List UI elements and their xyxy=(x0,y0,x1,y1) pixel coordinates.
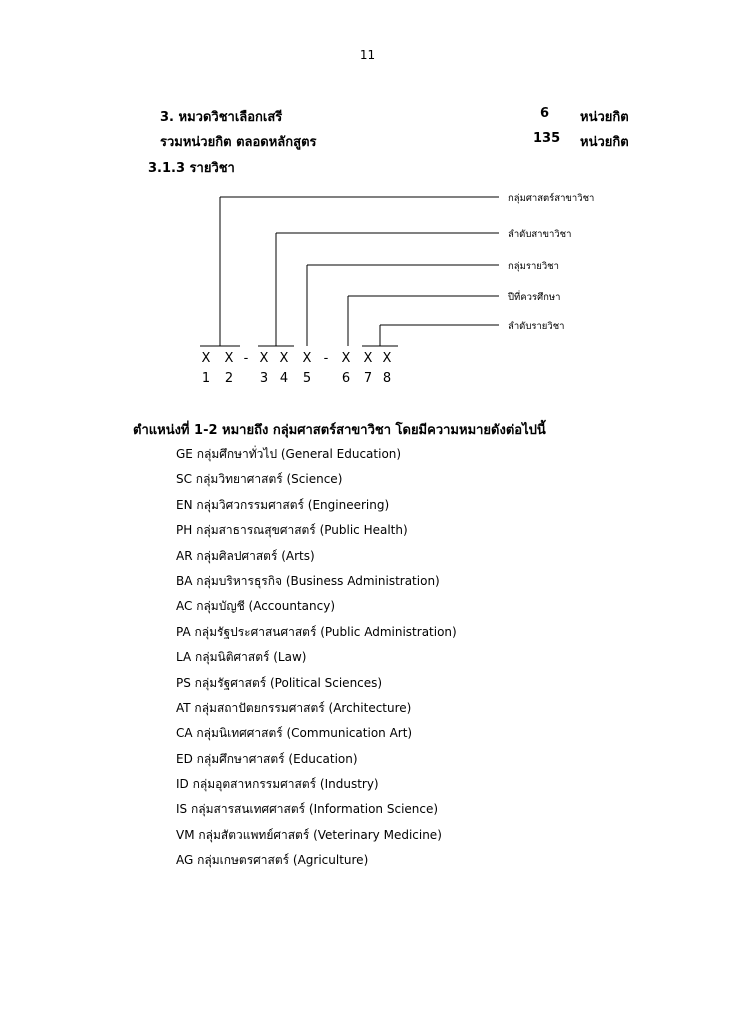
list-item: VM กลุ่มสัตวแพทย์ศาสตร์ (Veterinary Medicine) xyxy=(176,827,442,842)
elective-unit: หน่วยกิต xyxy=(580,110,629,125)
position-number: 3 xyxy=(259,371,269,386)
code-char: X xyxy=(382,351,392,366)
code-char: X xyxy=(224,351,234,366)
field-group-list xyxy=(176,444,457,876)
code-char: X xyxy=(201,351,211,366)
list-item: ED กลุ่มศึกษาศาสตร์ (Education) xyxy=(176,751,358,766)
label-field-group: กลุ่มศาสตร์สาขาวิชา xyxy=(508,193,595,204)
list-item: CA กลุ่มนิเทศศาสตร์ (Communication Art) xyxy=(176,726,413,741)
position-number: 2 xyxy=(224,371,234,386)
label-study-year: ปีที่ควรศึกษา xyxy=(508,292,561,303)
list-item: AG กลุ่มเกษตรศาสตร์ (Agriculture) xyxy=(176,853,369,868)
list-item: IS กลุ่มสารสนเทศศาสตร์ (Information Science) xyxy=(176,802,439,817)
code-char: X xyxy=(363,351,373,366)
total-credits: 135 xyxy=(533,131,561,146)
total-label: รวมหน่วยกิต ตลอดหลักสูตร xyxy=(160,135,317,150)
code-characters xyxy=(202,351,392,366)
position-number: 7 xyxy=(363,371,373,386)
code-char: X xyxy=(259,351,269,366)
list-item: AR กลุ่มศิลปศาสตร์ (Arts) xyxy=(176,548,315,563)
list-item: ID กลุ่มอุตสาหกรรมศาสตร์ (Industry) xyxy=(176,777,379,792)
elective-credits: 6 xyxy=(540,106,550,121)
list-item: AT กลุ่มสถาปัตยกรรมศาสตร์ (Architecture) xyxy=(176,700,412,715)
label-field-order: ลำดับสาขาวิชา xyxy=(508,229,572,240)
meaning-heading: ตำแหน่งที่ 1-2 หมายถึง กลุ่มศาสตร์สาขาวิชา โดยมีความหมายดังต่อไปนี้ xyxy=(133,423,546,438)
code-char: X xyxy=(341,351,351,366)
list-item: PH กลุ่มสาธารณสุขศาสตร์ (Public Health) xyxy=(176,523,408,538)
course-code-diagram xyxy=(0,0,735,400)
list-item: BA กลุ่มบริหารธุรกิจ (Business Administration) xyxy=(176,573,440,588)
list-item: AC กลุ่มบัญชี (Accountancy) xyxy=(176,599,335,614)
label-course-order: ลำดับรายวิชา xyxy=(508,321,565,332)
label-course-group: กลุ่มรายวิชา xyxy=(508,261,559,272)
position-number: 6 xyxy=(341,371,351,386)
position-numbers xyxy=(202,371,391,386)
code-dash: - xyxy=(323,351,329,366)
code-dash: - xyxy=(243,351,249,366)
list-item: PS กลุ่มรัฐศาสตร์ (Political Sciences) xyxy=(176,675,383,690)
list-item: LA กลุ่มนิติศาสตร์ (Law) xyxy=(176,650,307,665)
section-heading: 3.1.3 รายวิชา xyxy=(148,161,235,176)
list-item: EN กลุ่มวิศวกรรมศาสตร์ (Engineering) xyxy=(176,497,390,512)
position-number: 1 xyxy=(201,371,211,386)
list-item: SC กลุ่มวิทยาศาสตร์ (Science) xyxy=(176,472,343,487)
total-unit: หน่วยกิต xyxy=(580,135,629,150)
code-char: X xyxy=(302,351,312,366)
page-number: 11 xyxy=(359,48,376,62)
code-char: X xyxy=(279,351,289,366)
list-item: GE กลุ่มศึกษาทั่วไป (General Education) xyxy=(176,447,402,461)
position-number: 8 xyxy=(382,371,392,386)
elective-label: 3. หมวดวิชาเลือกเสรี xyxy=(160,110,283,125)
position-number: 4 xyxy=(279,371,289,386)
list-item: PA กลุ่มรัฐประศาสนศาสตร์ (Public Administration) xyxy=(176,624,457,639)
position-number: 5 xyxy=(302,371,312,386)
